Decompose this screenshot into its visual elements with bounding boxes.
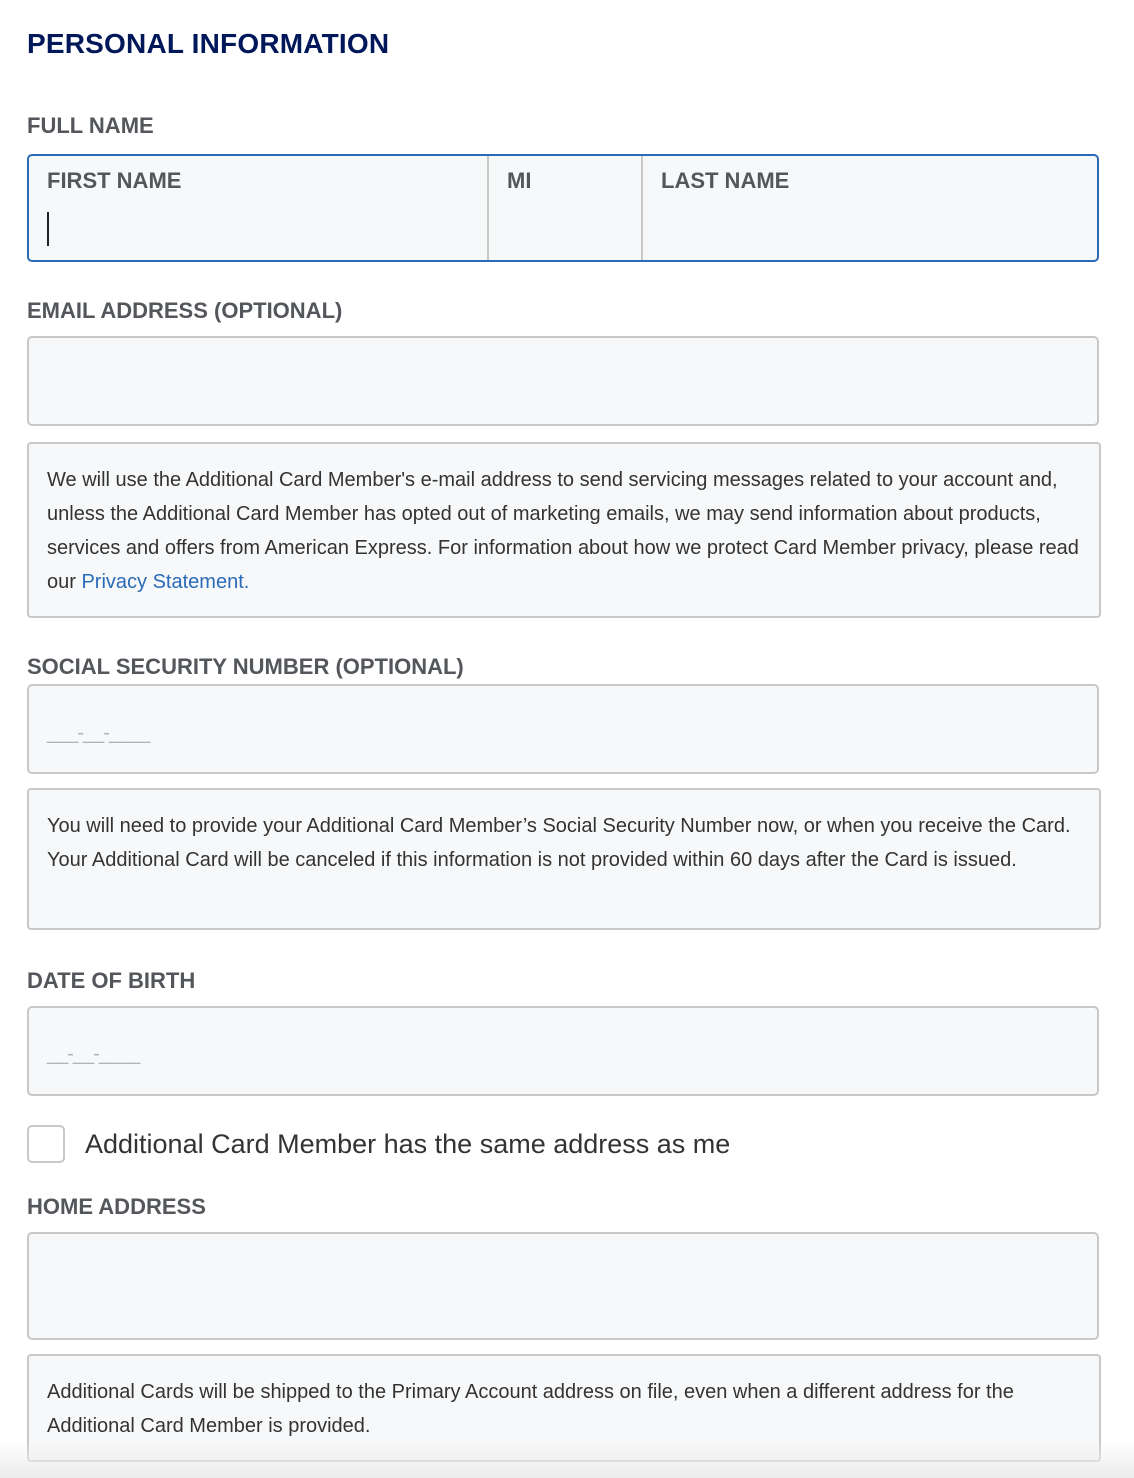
- ssn-label: SOCIAL SECURITY NUMBER (OPTIONAL): [27, 654, 464, 679]
- email-label: EMAIL ADDRESS (OPTIONAL): [27, 298, 343, 323]
- dob-label: DATE OF BIRTH: [27, 968, 196, 993]
- home-address-input[interactable]: [27, 1232, 1099, 1340]
- email-info-text: We will use the Additional Card Member's e-mail address to send servicing messages related to your account and, unless the Additional Card Member has opted out of marketing emails, we may send information about products, services and offers from American Express. For information about how we protect Card Member privacy, please read our: [47, 469, 1079, 593]
- same-address-label[interactable]: Additional Card Member has the same address as me: [85, 1129, 731, 1159]
- first-name-field[interactable]: [29, 156, 487, 260]
- first-name-label: FIRST NAME: [47, 168, 182, 193]
- email-input[interactable]: [27, 336, 1099, 426]
- full-name-group: [27, 154, 1099, 262]
- dob-placeholder: __-__-____: [47, 1043, 140, 1065]
- mi-label: MI: [507, 168, 532, 193]
- text-caret: [47, 212, 49, 246]
- last-name-label: LAST NAME: [661, 168, 790, 193]
- email-info-box: [27, 442, 1101, 618]
- privacy-statement-link[interactable]: Privacy Statement.: [81, 571, 250, 593]
- section-title: PERSONAL INFORMATION: [27, 28, 390, 59]
- ssn-input[interactable]: [27, 684, 1099, 774]
- full-name-label: FULL NAME: [27, 113, 154, 138]
- ssn-info-text: You will need to provide your Additional Card Member’s Social Security Number now, or when you receive the Card. Your Additional Card will be canceled if this information is not provided within 60 days after the Card is issued.: [47, 815, 1071, 871]
- home-address-info-text: Additional Cards will be shipped to the Primary Account address on file, even when a different address for the Additional Card Member is provided.: [47, 1381, 1014, 1437]
- ssn-info-box: [27, 788, 1101, 930]
- mi-field[interactable]: [489, 156, 641, 260]
- last-name-field[interactable]: [643, 156, 1097, 260]
- dob-input[interactable]: [27, 1006, 1099, 1096]
- same-address-checkbox[interactable]: [27, 1125, 65, 1163]
- ssn-placeholder: ___-__-____: [47, 722, 150, 744]
- home-address-info-box: [27, 1354, 1101, 1462]
- home-address-label: HOME ADDRESS: [27, 1194, 206, 1219]
